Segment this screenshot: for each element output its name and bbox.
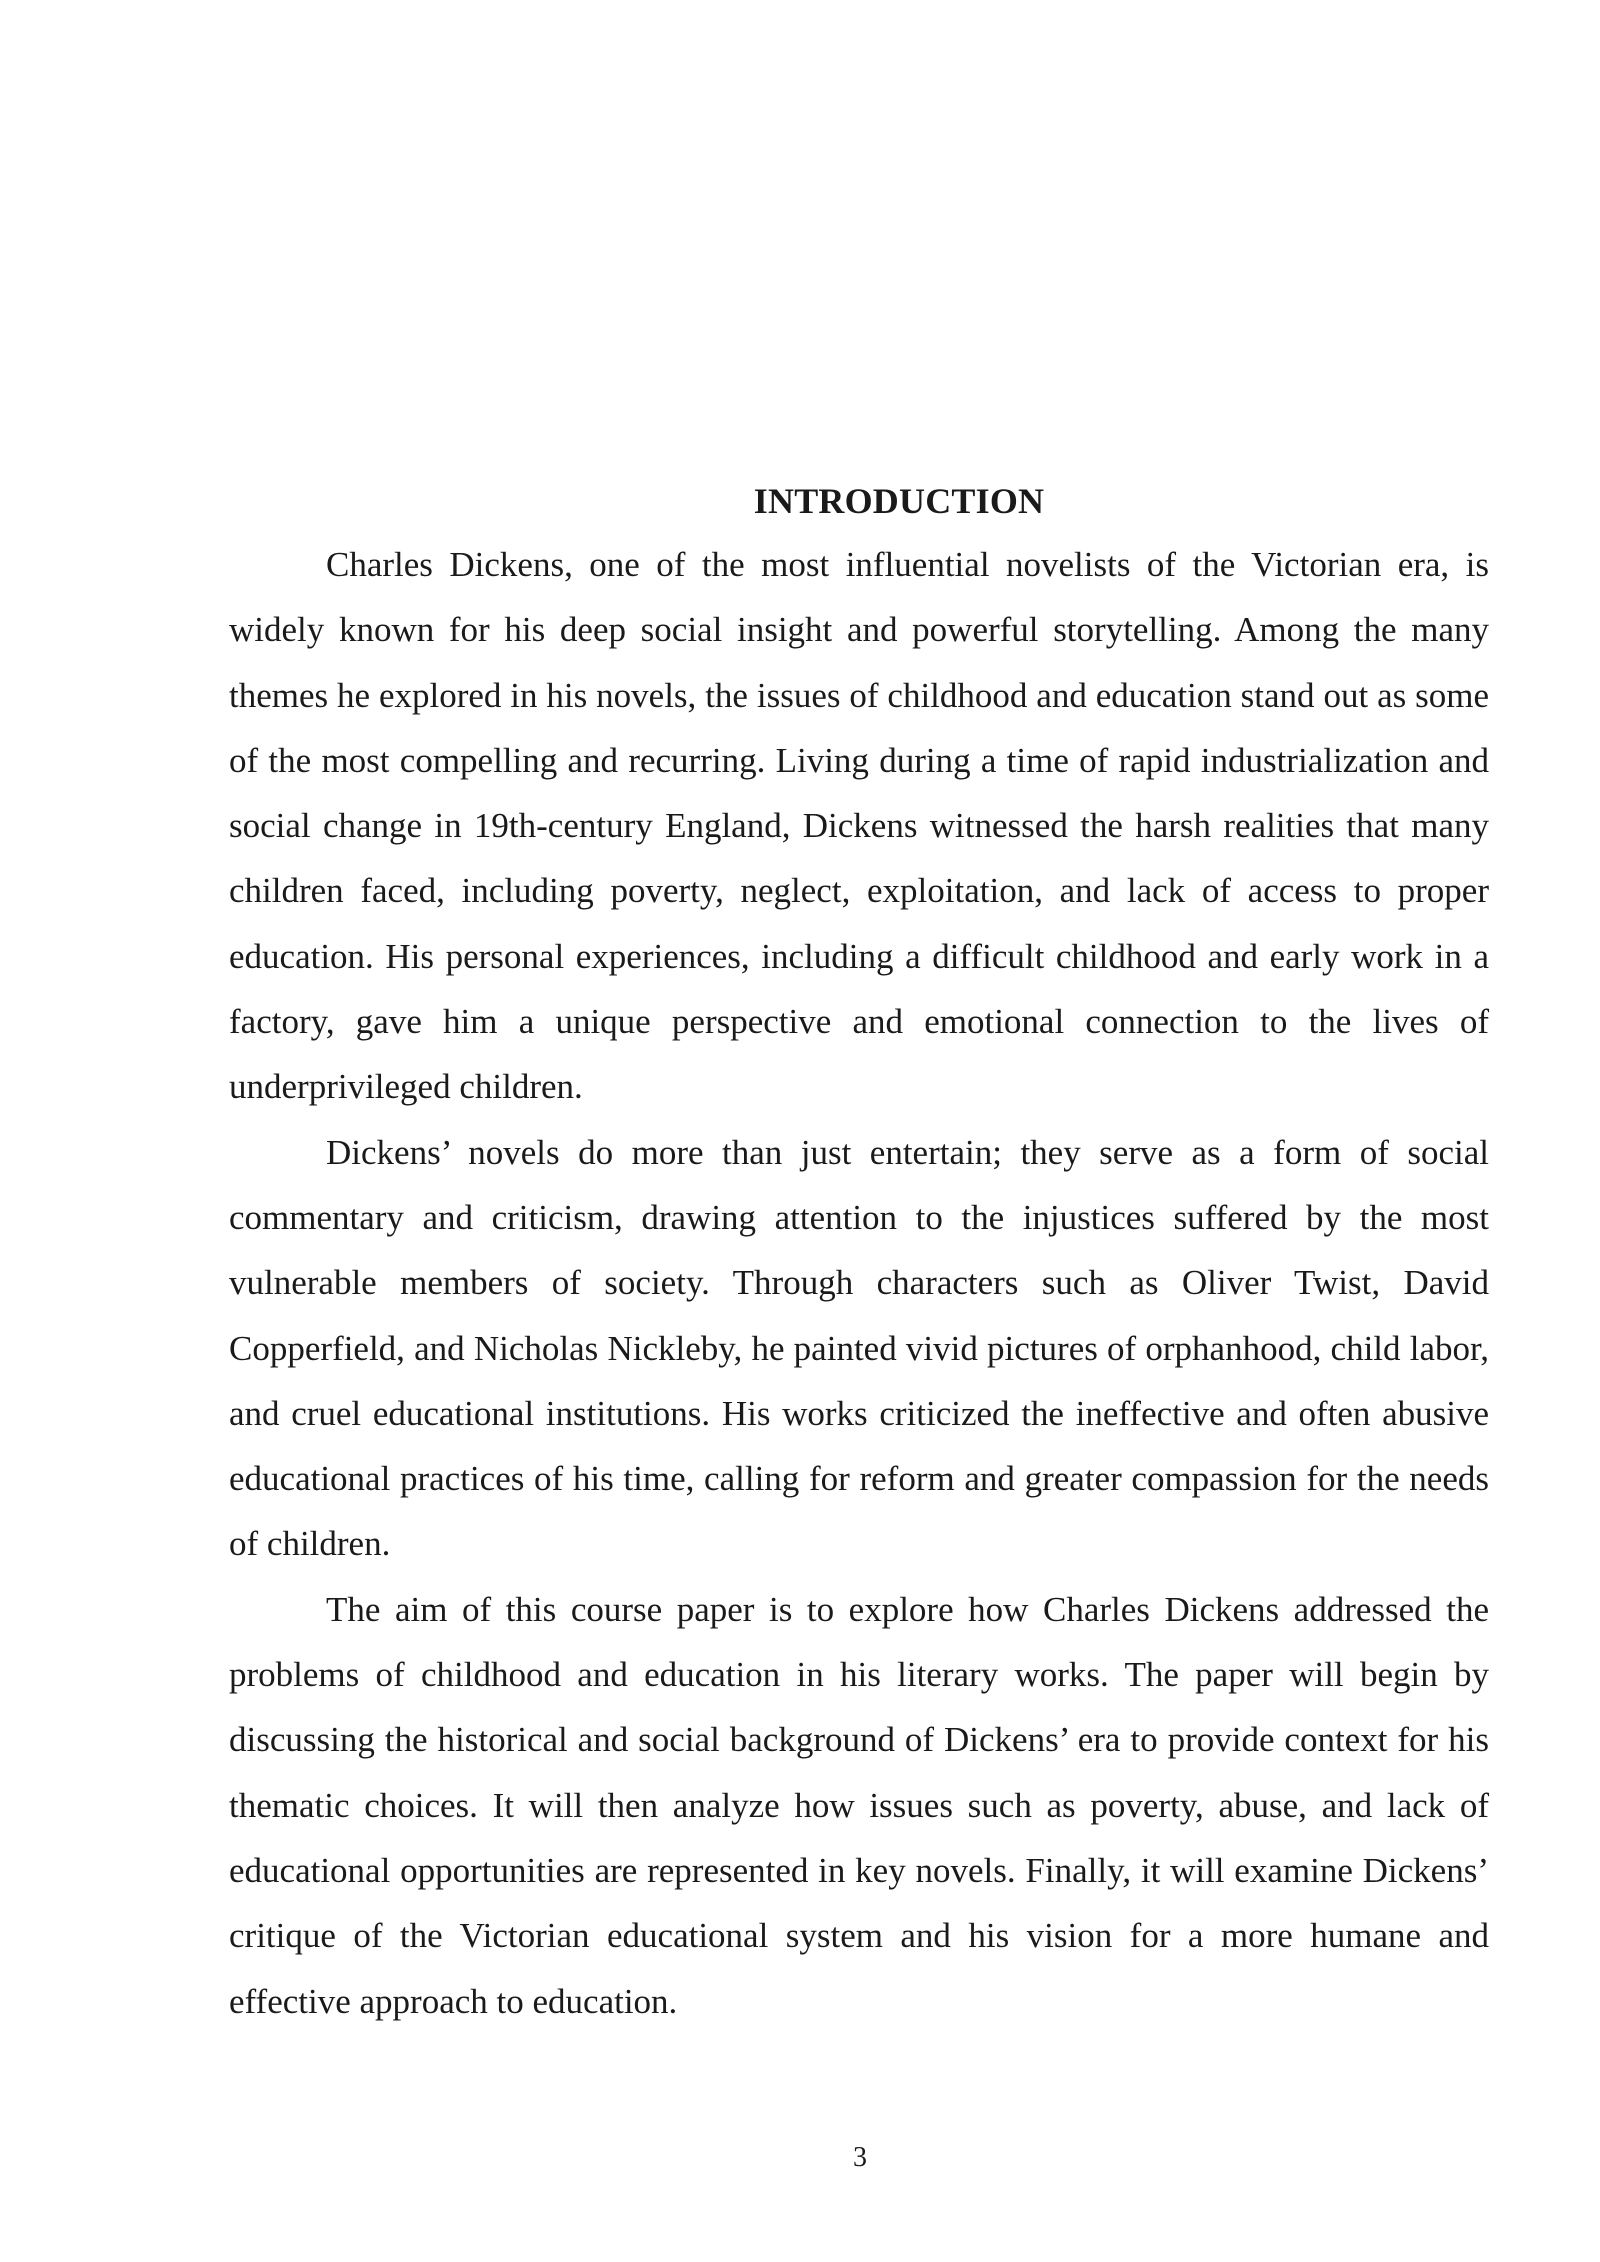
paragraph-2: Dickens’ novels do more than just entertain; they serve as a form of social commentary and criticism, drawing attention to the injustices suffered by the most vulnerable members of society. Through characters such as Oliver Twist, David Copperfield, and Nicholas Nickleby, he painted vivid pictures of orphanhood, child labor, and cruel educational institutions. His works criticized the ineffective and often abusive educational practices of his time, calling for reform and greater compassion for the needs of children. <box>229 1132 1489 1564</box>
section-heading: INTRODUCTION <box>753 481 1045 521</box>
page-number: 3 <box>853 2142 867 2173</box>
page-content <box>229 470 1489 2034</box>
paragraph-3: The aim of this course paper is to explore how Charles Dickens addressed the problems of childhood and education in his literary works. The paper will begin by discussing the historical and social background of Dickens’ era to provide context for his thematic choices. It will then analyze how issues such as poverty, abuse, and lack of educational opportunities are represented in key novels. Finally, it will examine Dickens’ critique of the Victorian educational system and his vision for a more humane and effective approach to education. <box>229 1589 1489 2021</box>
paragraph-1: Charles Dickens, one of the most influential novelists of the Victorian era, is widely known for his deep social insight and powerful storytelling. Among the many themes he explored in his novels, the issues of childhood and education stand out as some of the most compelling and recurring. Living during a time of rapid industrialization and social change in 19th-century England, Dickens witnessed the harsh realities that many children faced, including poverty, neglect, exploitation, and lack of access to proper education. His personal experiences, including a difficult childhood and early work in a factory, gave him a unique perspective and emotional connection to the lives of underprivileged children. <box>229 545 1489 1107</box>
